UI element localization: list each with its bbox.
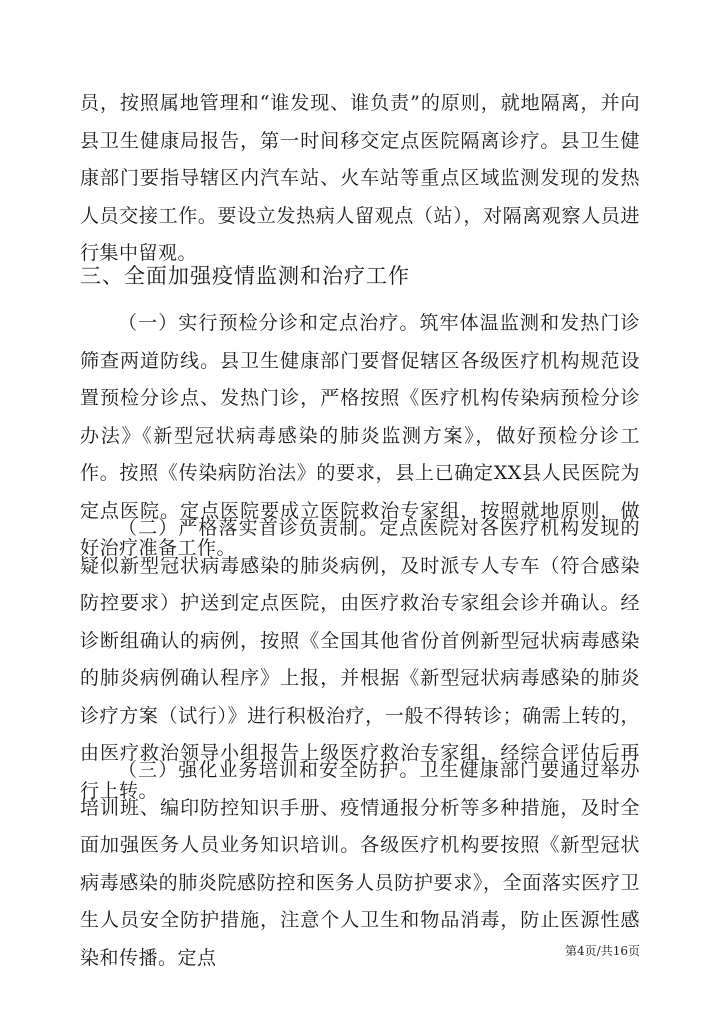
paragraph-subsection-3 (80, 752, 640, 977)
subsection-2-title: （二）严格落实首诊负责制。 (118, 517, 380, 539)
subsection-1-title: （一）实行预检分诊和定点治疗。 (118, 312, 420, 334)
section-heading: 三、全面加强疫情监测和治疗工作 (80, 264, 410, 288)
subsection-3-title: （三）强化业务培训和安全防护。 (118, 759, 420, 781)
page-number: 第4页/共16页 (565, 944, 640, 958)
subsection-1-body: 筑牢体温监测和发热门诊筛查两道防线。县卫生健康部门要督促辖区各级医疗机构规范设置预检分诊点、发热门诊，严格按照《医疗机构传染病预检分诊办法》《新型冠状病毒感染的肺炎监测方案》，做好预检分诊工作。按照《传染病防治法》的要求，县上已确定XX县人民医院为定点医院。定点医院要成立医院救治专家组，按照就地原则，做好治疗准备工作。 (80, 312, 640, 559)
subsection-2-body: 定点医院对各医疗机构发现的疑似新型冠状病毒感染的肺炎病例，及时派专人专车（符合感染防控要求）护送到定点医院，由医疗救治专家组会诊并确认。经诊断组确认的病例，按照《全国其他省份首例新型冠状病毒感染的肺炎病例确认程序》上报，并根据《新型冠状病毒感染的肺炎诊疗方案（试行）》进行积极治疗，一般不得转诊；确需上转的，由医疗救治领导小组报告上级医疗救治专家组，经综合评估后再行上转。 (80, 517, 640, 802)
paragraph-continued: 员，按照属地管理和“谁发现、谁负责”的原则，就地隔离，并向县卫生健康局报告，第一时间移交定点医院隔离诊疗。县卫生健康部门要指导辖区内汽车站、火车站等重点区域监测发现的发热人员交接工作。要设立发热病人留观点（站），对隔离观察人员进行集中留观。 (80, 92, 640, 264)
subsection-3-body: 卫生健康部门要通过举办培训班、编印防控知识手册、疫情通报分析等多种措施，及时全面加强医务人员业务知识培训。各级医疗机构要按照《新型冠状病毒感染的肺炎院感防控和医务人员防护要求》，全面落实医疗卫生人员安全防护措施，注意个人卫生和物品消毒，防止医源性感染和传播。定点 (80, 759, 640, 969)
